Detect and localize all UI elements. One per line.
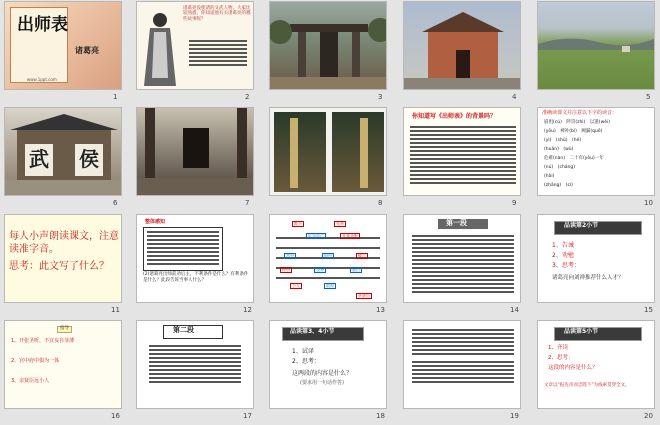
annotation-tag: 侍中 [282, 267, 290, 272]
list-item: 2、宫中府中俱为一体 [11, 358, 60, 364]
hall-photo [5, 108, 122, 196]
annotation-tag: 亲贤臣 [358, 293, 370, 298]
couplet-board [360, 118, 368, 188]
slide-thumbnail-20[interactable] [537, 320, 655, 409]
slide-thumbnail-19[interactable] [403, 320, 521, 409]
slide-thumbnail-7[interactable] [136, 107, 254, 196]
annotation-tag: 贤臣 [352, 267, 360, 272]
list-item: 1、开张圣听，不宜妄自菲薄 [11, 338, 75, 344]
slide-number: 16 [111, 412, 120, 420]
annotation-tag: 宫中 [286, 253, 294, 258]
slide-number: 17 [243, 412, 252, 420]
slide-thumbnail-10[interactable] [537, 107, 655, 196]
slide-header: 准确读课文并注意以下字的读音： [542, 110, 618, 116]
text-box [143, 227, 223, 271]
annotation-tag: 敦厚 [326, 283, 334, 288]
reading-row: (yōu) 裨补(bì) 阙漏(quē) [544, 129, 603, 134]
annotation-tag: 危急存亡 [308, 233, 324, 238]
slide-thumbnail-15[interactable] [537, 214, 655, 303]
slide-title: 品读第5小节 [564, 328, 599, 335]
slide-caption: 诸葛亮没使诸的文武人物。大家比较熟悉，你知道他有关诸葛亮的哪些故事呢？ [183, 6, 251, 22]
reading-row: (hǎi) [544, 174, 555, 179]
list-item: 2、劝勉 [552, 252, 574, 259]
slide-title: 第二段 [173, 326, 194, 334]
slide-thumbnail-6[interactable] [4, 107, 122, 196]
slide-number: 9 [512, 199, 517, 207]
slide-number: 19 [510, 412, 519, 420]
note-text: 文章以“报先帝而忠陛下”为线索贯穿全文。 [544, 383, 630, 388]
slide-number: 15 [644, 306, 653, 314]
slide-thumbnail-13[interactable] [269, 214, 387, 303]
slide-number: 8 [378, 199, 383, 207]
slide-thumbnail-18[interactable] [269, 320, 387, 409]
slide-background [5, 321, 121, 408]
question-text: 思考：此文写了什么？ [9, 261, 109, 272]
question-text: 这两段的内容是什么？ [292, 370, 353, 377]
slide-thumbnail-16[interactable] [4, 320, 122, 409]
slide-thumbnail-9[interactable] [403, 107, 521, 196]
interior-hall-photo [137, 108, 254, 196]
slide-thumbnail-8[interactable] [269, 107, 387, 196]
slide-number: 4 [512, 93, 517, 101]
list-item: 3、思考： [552, 262, 580, 269]
slide-number: 14 [510, 306, 519, 314]
slide-thumbnail-4[interactable] [403, 1, 521, 90]
slide-author: 诸葛亮 [75, 46, 99, 55]
slide-background [5, 215, 121, 302]
sign-char-right: 侯 [79, 147, 99, 171]
list-item: 3、亲贤臣远小人 [11, 378, 50, 384]
slide-title: 品读第3、4小节 [290, 328, 335, 335]
slide-thumbnail-14[interactable] [403, 214, 521, 303]
slide-title: 出师表 [17, 15, 68, 35]
slide-number: 2 [245, 93, 250, 101]
figure-illustration [140, 8, 180, 88]
slide-number: 12 [243, 306, 252, 314]
slide-title: 品读第2小节 [564, 222, 599, 229]
slide-number: 6 [113, 199, 118, 207]
temple-gate-photo [404, 2, 521, 90]
text-lines [412, 329, 514, 385]
annotation-tag: 攸之 [358, 253, 366, 258]
reading-row: 危难(nàn) 二十有(yòu)一年 [544, 156, 604, 161]
couplet-photo-right [332, 112, 384, 192]
list-item: 这段的内容是什么？ [548, 365, 598, 371]
reading-row: 崩殂(cú) 陟罚(zhì) 以遗(wèi) [544, 120, 611, 125]
instruction-text: 每人小声朗读课文，注意读准字音。 [9, 231, 119, 255]
list-item: 1、告诫 [552, 242, 574, 249]
slide-number: 10 [644, 199, 653, 207]
hint-text: (要求用一句话作答) [300, 380, 344, 386]
slide-thumbnail-5[interactable] [537, 1, 655, 90]
annotation-tag: 陛下 [294, 221, 302, 226]
reading-row: (nú) (cháng) [544, 165, 576, 170]
text-lines [189, 40, 247, 68]
slide-header: 整体感知 [145, 219, 166, 225]
slide-title: 第一段 [446, 219, 467, 227]
slide-number: 11 [111, 306, 120, 314]
annotation-tag: 先帝 [336, 221, 344, 226]
slide-number: 13 [376, 306, 385, 314]
list-item: 1、齐读 [548, 345, 568, 351]
couplet-board [290, 118, 298, 188]
question-text: 诸葛亮向刘禅推荐什么人才？ [552, 275, 624, 281]
annotation-tag: 良将 [316, 267, 324, 272]
annotation-tag: 府中 [324, 253, 332, 258]
slide-thumbnail-17[interactable] [136, 320, 254, 409]
slide-number: 3 [378, 93, 383, 101]
slide-thumbnail-2[interactable] [136, 1, 254, 90]
list-item: 1、试译 [292, 348, 314, 355]
slide-number: 18 [376, 412, 385, 420]
sign-char-left: 武 [29, 147, 49, 171]
slide-thumbnail-11[interactable] [4, 214, 122, 303]
question-text: (2)诸葛亮出师前劝后主，不利条件是什么？有利条件是什么？此段告诉当事人什么？ [143, 272, 249, 283]
list-item: 2、思考： [548, 355, 574, 361]
text-lines [412, 235, 514, 295]
tag-label: 指导 [57, 326, 72, 333]
text-lines [149, 345, 241, 385]
slide-thumbnail-3[interactable] [269, 1, 387, 90]
slide-number: 1 [113, 93, 118, 101]
reading-row: (yì) (shǔ) (hé) [544, 138, 582, 143]
slide-number: 7 [245, 199, 250, 207]
reading-row: (huǎn) (wǔ) [544, 147, 574, 152]
annotation-tag: 开张圣听 [342, 233, 358, 238]
memorial-gate-photo [270, 2, 387, 90]
slide-url: www.1ppt.com [27, 77, 57, 82]
slide-thumbnail-12[interactable] [136, 214, 254, 303]
reading-row: (zhāng) (cí) [544, 183, 573, 188]
list-item: 2、思考： [292, 358, 320, 365]
slide-number: 5 [646, 93, 651, 101]
slide-thumbnail-1[interactable] [4, 1, 122, 90]
annotation-tag: 小人 [292, 283, 300, 288]
farmland-photo [538, 2, 655, 90]
text-lines [410, 126, 516, 186]
couplet-photo-left [274, 112, 326, 192]
slide-title: 你知道写《出师表》的背景吗？ [412, 113, 497, 120]
slide-number: 20 [644, 412, 653, 420]
